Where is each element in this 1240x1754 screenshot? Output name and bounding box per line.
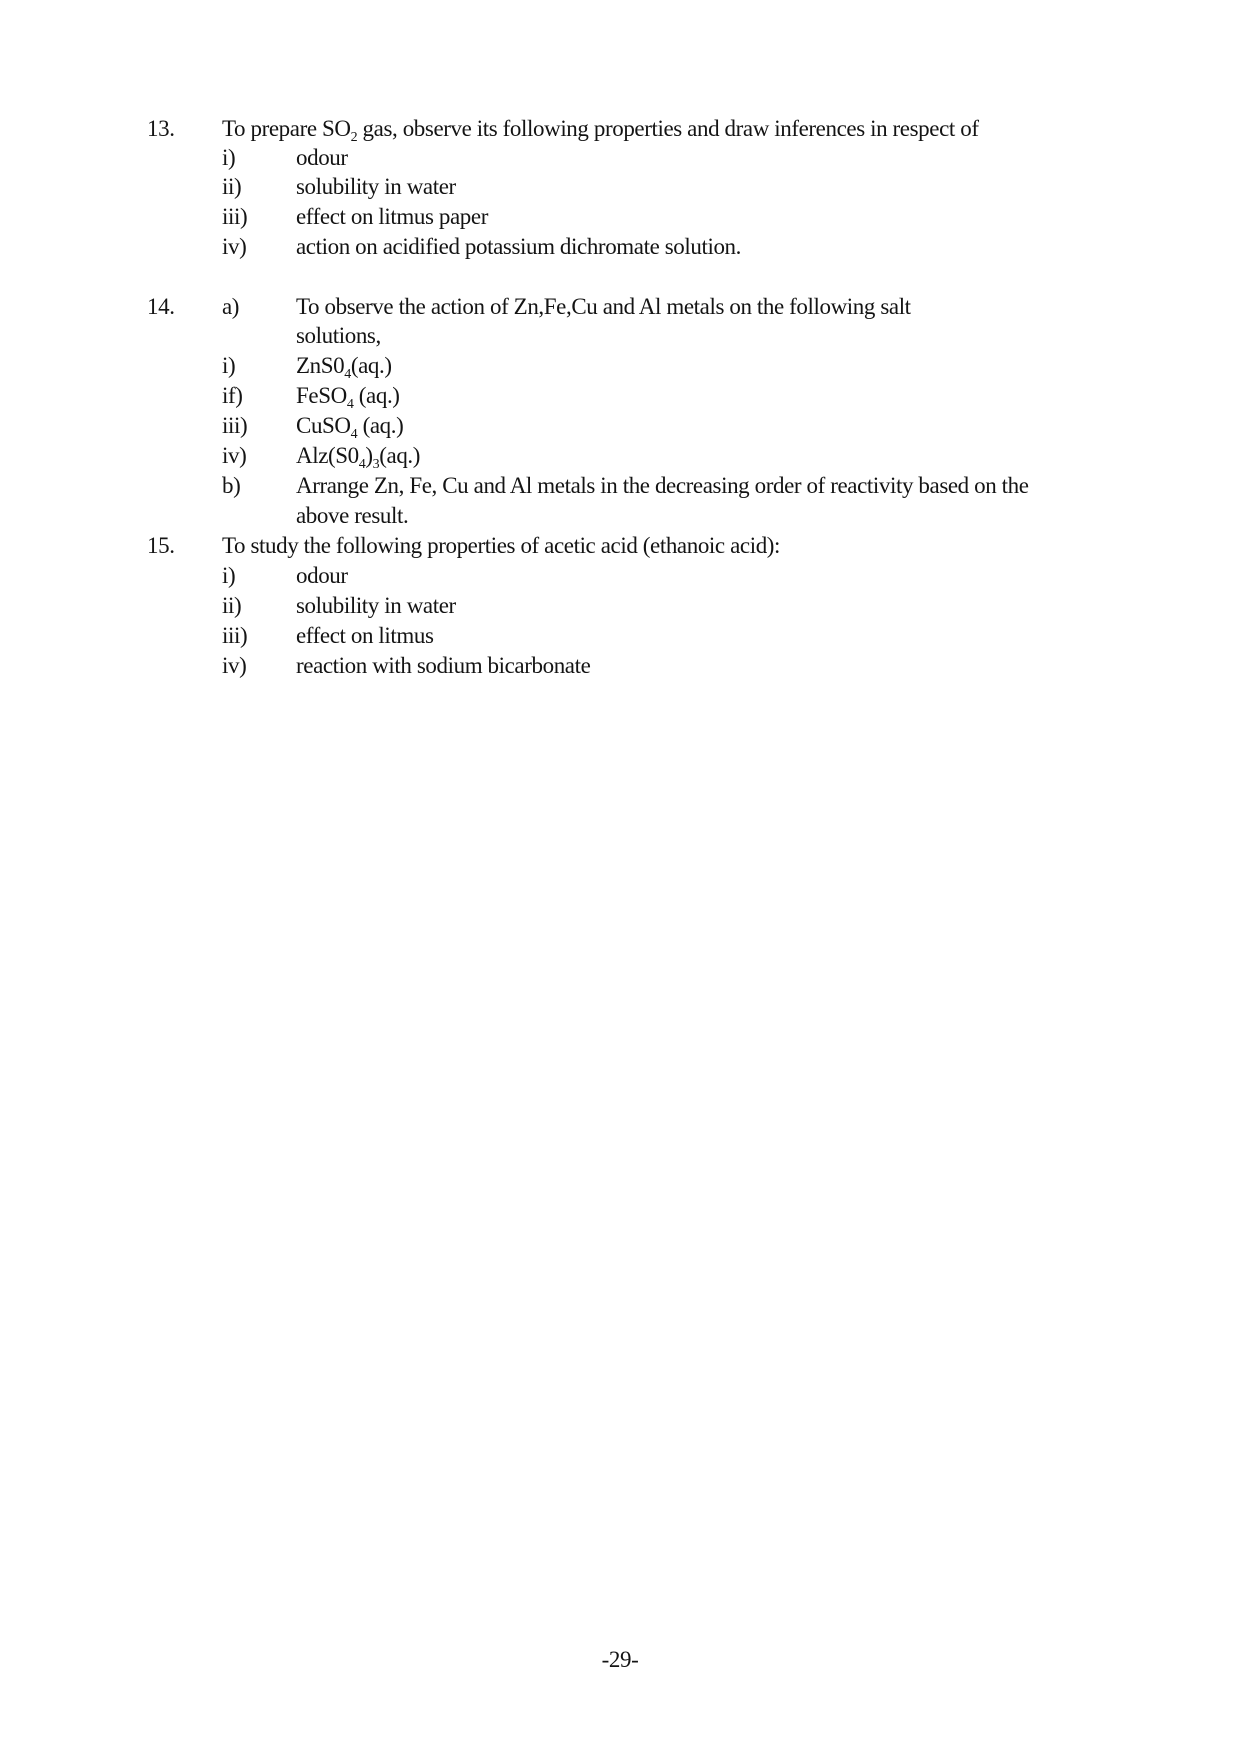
item-text: action on acidified potassium dichromate solution. [296,234,742,259]
subscript: 4 [350,427,358,442]
item-text: FeSO$_4$ (aq.) [296,383,400,412]
item-text: odour [296,145,348,170]
item-label: iii) [222,413,248,438]
item-text: solubility in water [296,174,456,199]
part-label: a) [222,294,240,319]
item-text: $ZnS0_4(aq.)$ [296,353,392,382]
item-label: if) [222,383,243,408]
item-label: i) [222,353,236,378]
item-text: CuSO$_4$ (aq.) [296,413,404,442]
part-label: b) [222,473,241,498]
item-text: effect on litmus paper [296,204,488,229]
item-text: $Alz(S0_4)_3(aq.)$ [296,443,421,472]
item-label: iv) [222,234,247,259]
item-text: effect on litmus [296,623,434,648]
item-label: ii) [222,593,242,618]
item-label: iii) [222,204,248,229]
subscript: 2 [350,130,358,145]
question-text: To study the following properties of acetic acid (ethanoic acid): [222,533,781,558]
subscript: 3 [372,457,380,472]
item-text: reaction with sodium bicarbonate [296,653,591,678]
item-text: solubility in water [296,593,456,618]
question-text: To prepare $SO_2$ gas, observe its following properties and draw inferences in respect of [222,116,979,145]
item-label: i) [222,145,236,170]
item-label: iv) [222,443,247,468]
item-label: i) [222,563,236,588]
part-text: To observe the action of Zn,Fe,Cu and Al metals on the following salt [296,294,911,319]
subscript: 4 [346,397,354,412]
question-number: 15. [147,533,175,558]
part-text: Arrange Zn, Fe, Cu and Al metals in the decreasing order of reactivity based on the [296,473,1029,498]
subscript: 4 [358,457,366,472]
item-label: ii) [222,174,242,199]
item-label: iv) [222,653,247,678]
question-number: 14. [147,294,175,319]
item-text: odour [296,563,348,588]
question-number: 13. [147,116,175,141]
subscript: 4 [344,367,351,382]
item-label: iii) [222,623,248,648]
part-text-continued: solutions, [296,323,381,348]
page-number: -29- [601,1647,639,1672]
part-text-continued: above result. [296,503,409,528]
